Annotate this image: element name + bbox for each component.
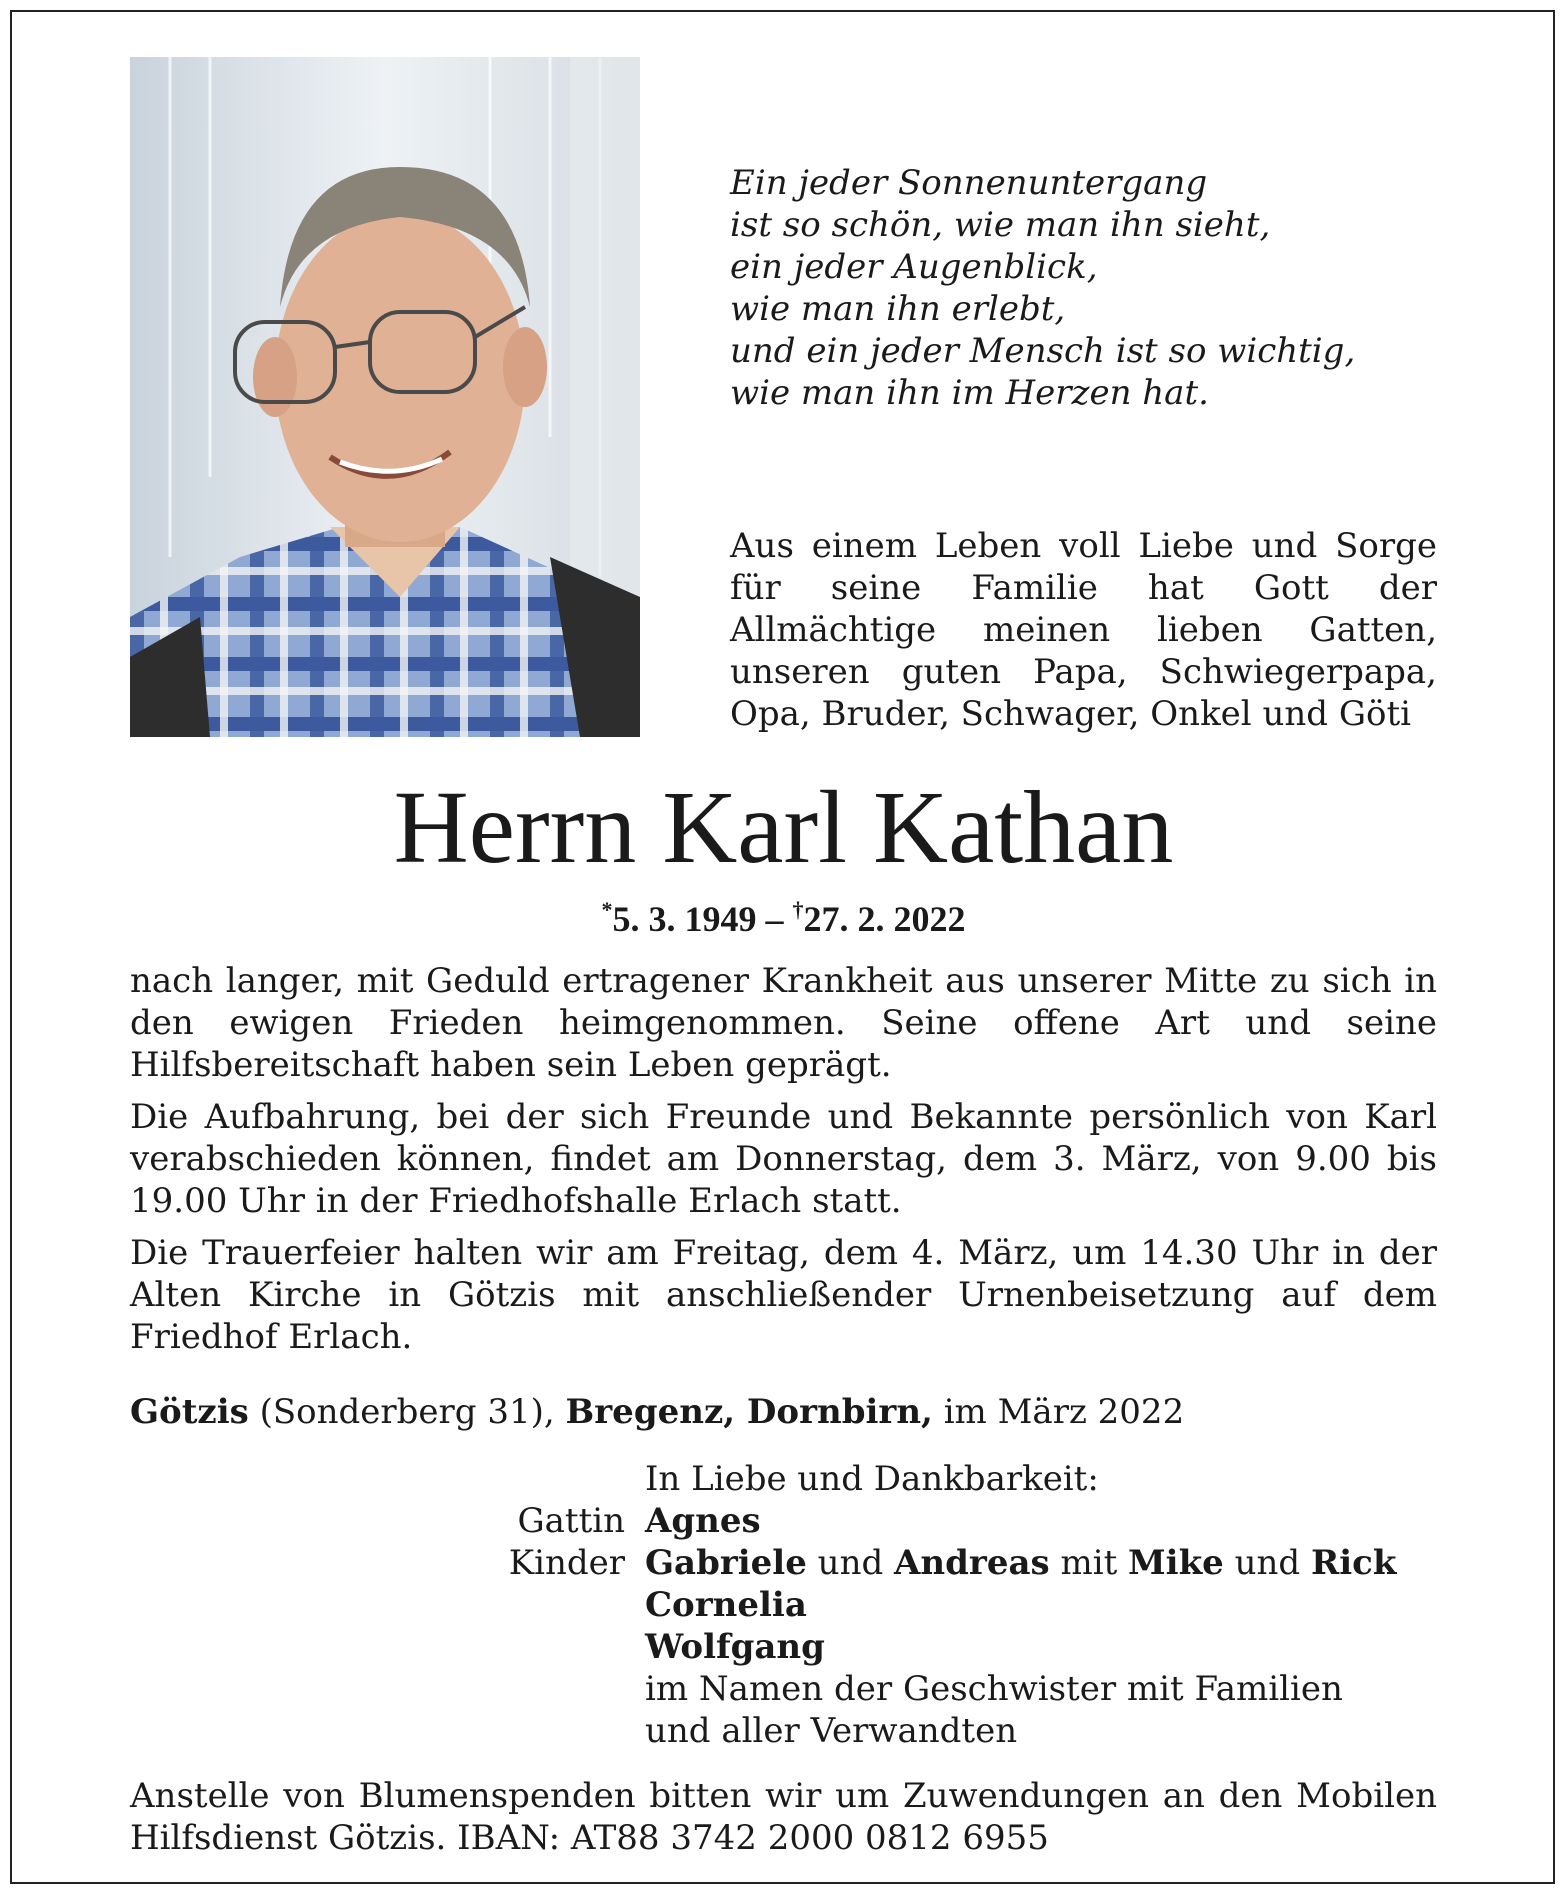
life-dates (0, 888, 1567, 941)
portrait-photo (130, 57, 640, 737)
place-date: im März 2022 (943, 1392, 1185, 1432)
relatives-line: und aller Verwandten (645, 1711, 1018, 1751)
signers-heading: In Liebe und Dankbarkeit: (645, 1459, 1099, 1499)
place-and-date (130, 1391, 1450, 1433)
deceased-name: Herrn Karl Kathan (393, 770, 1174, 885)
place-towns: Bregenz, Dornbirn, (565, 1392, 933, 1432)
conjunction: mit (1060, 1543, 1118, 1583)
birth-symbol: * (601, 897, 613, 922)
child-name: Andreas (894, 1543, 1050, 1583)
child-name: Cornelia (645, 1585, 807, 1625)
poem-line: ein jeder Augenblick, (730, 247, 1098, 287)
poem (730, 162, 1450, 414)
birth-date: 5. 3. 1949 (612, 899, 757, 939)
siblings-line: im Namen der Geschwister mit Familien (645, 1669, 1343, 1709)
poem-line: wie man ihn erlebt, (730, 289, 1066, 329)
child-name: Wolfgang (645, 1627, 825, 1667)
spouse-name: Agnes (645, 1501, 761, 1541)
poem-line: und ein jeder Mensch ist so wichtig, (730, 331, 1356, 371)
conjunction: und (817, 1543, 884, 1583)
grandchild-name: Rick (1310, 1543, 1397, 1583)
place-town: Götzis (130, 1392, 249, 1432)
child-name: Gabriele (645, 1543, 807, 1583)
body-paragraph: Die Aufbahrung, bei der sich Freunde und Bekannte persönlich von Karl verabschieden können, findet am Donnerstag, dem 3. März, von 9.00 bis 19.00 Uhr in der Friedhofshalle Erlach statt. (130, 1097, 1437, 1221)
death-symbol: † (792, 897, 804, 922)
donation-note: Anstelle von Blumenspenden bitten wir um Zuwendungen an den Mobilen Hilfsdienst Götzis. IBAN: AT88 3742 2000 0812 6955 (130, 1776, 1437, 1858)
announcement-body (130, 960, 1437, 1368)
body-paragraph: nach langer, mit Geduld ertragener Krankheit aus unserer Mitte zu sich in den ewigen Frieden heimgenommen. Seine offene Art und seine Hilfsbereitschaft haben sein Leben geprägt. (130, 961, 1437, 1085)
portrait-image (130, 57, 640, 737)
intro-text: Aus einem Leben voll Liebe und Sorge für seine Familie hat Gott der Allmächtige meinen lieben Gatten, unseren guten Papa, Schwiegerpapa, Opa, Bruder, Schwager, Onkel und Göti (730, 526, 1437, 734)
spouse-label: Gattin (517, 1501, 625, 1541)
poem-line: ist so schön, wie man ihn sieht, (730, 205, 1271, 245)
signers-block (130, 1458, 1450, 1752)
poem-line: Ein jeder Sonnenuntergang (730, 163, 1208, 203)
date-separator: – (765, 899, 784, 939)
children-label: Kinder (508, 1543, 625, 1583)
body-paragraph: Die Trauerfeier halten wir am Freitag, dem 4. März, um 14.30 Uhr in der Alten Kirche in Götzis mit anschließender Urnenbeisetzung auf dem Friedhof Erlach. (130, 1233, 1437, 1357)
grandchild-name: Mike (1128, 1543, 1224, 1583)
poem-line: wie man ihn im Herzen hat. (730, 373, 1209, 413)
conjunction: und (1234, 1543, 1301, 1583)
death-date: 27. 2. 2022 (803, 899, 966, 939)
place-address: (Sonderberg 31), (259, 1392, 555, 1432)
